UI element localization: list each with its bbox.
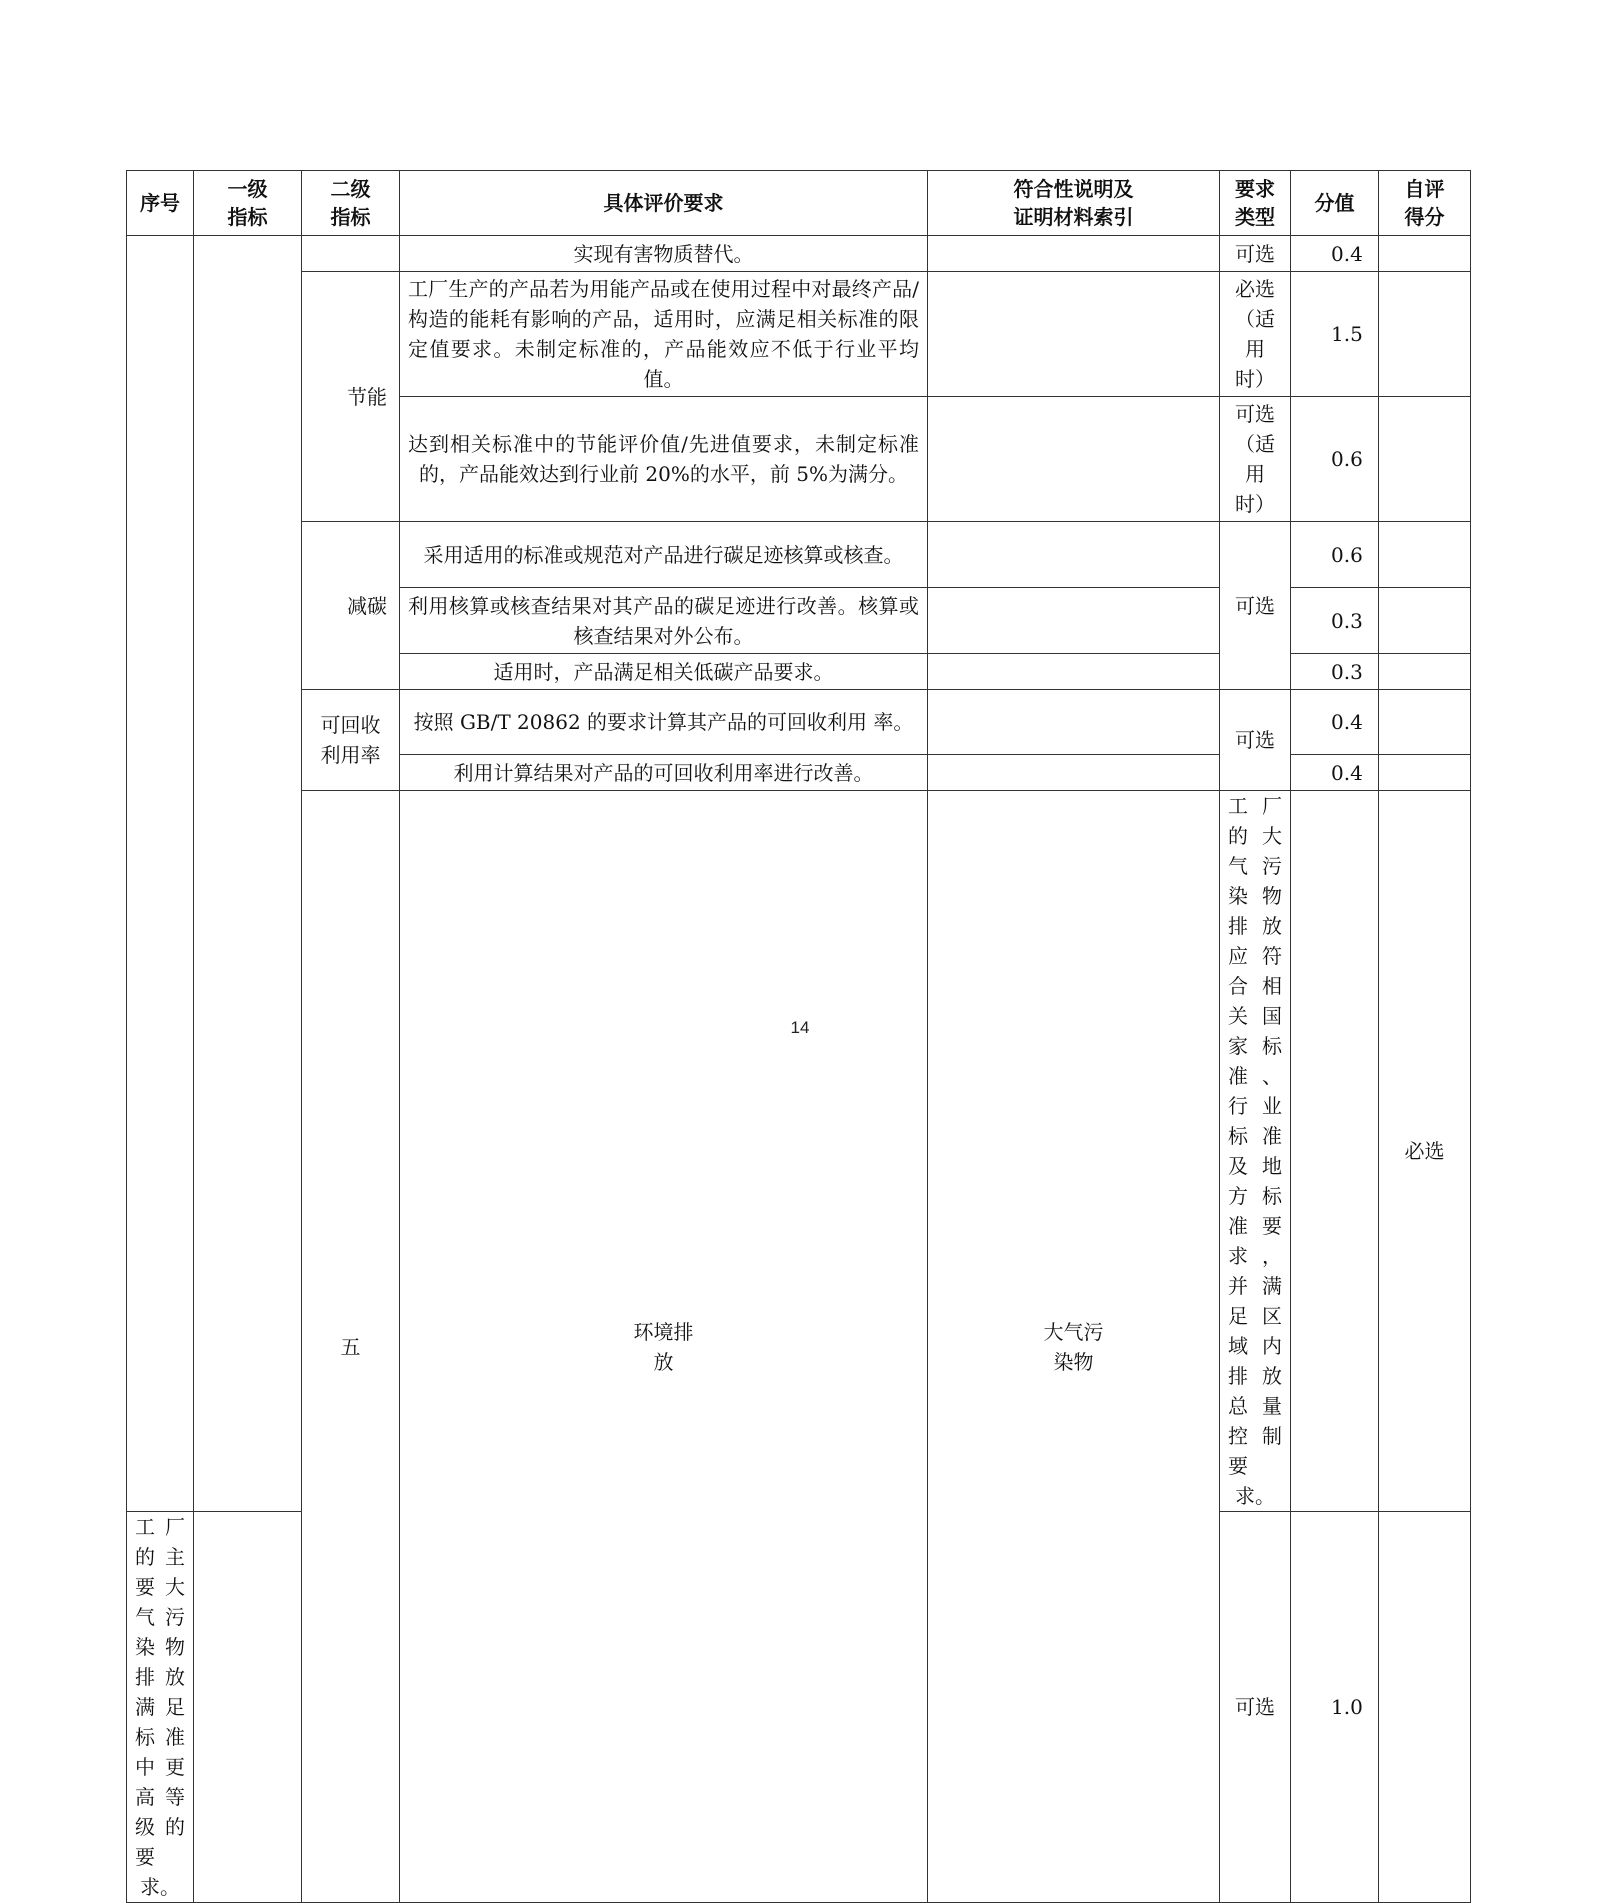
self-score-input-cell[interactable]: [1379, 272, 1471, 397]
evidence-input-cell[interactable]: [928, 522, 1220, 588]
evidence-input-cell[interactable]: [928, 236, 1220, 272]
header-self-score: 自评 得分: [1379, 171, 1471, 236]
level2-cell-carbon: 减碳: [302, 522, 400, 690]
evidence-input-cell[interactable]: [928, 690, 1220, 755]
self-score-input-cell[interactable]: [1379, 397, 1471, 522]
table-row: [127, 272, 1471, 397]
evidence-input-cell[interactable]: [928, 755, 1220, 791]
score-cell: 0.6: [1291, 522, 1379, 588]
requirement-cell: 利用核算或核查结果对其产品的碳足迹进行改善。核算或核查结果对外公布。: [400, 588, 928, 654]
requirement-cell: 采用适用的标准或规范对产品进行碳足迹核算或核查。: [400, 522, 928, 588]
self-score-input-cell[interactable]: [1379, 755, 1471, 791]
header-seq: 序号: [127, 171, 194, 236]
level2-cell-empty: [302, 236, 400, 272]
score-cell: 0.4: [1291, 690, 1379, 755]
score-cell: 0.3: [1291, 654, 1379, 690]
self-score-input-cell[interactable]: [1379, 236, 1471, 272]
type-cell: 可选 （适 用 时）: [1220, 397, 1291, 522]
requirement-cell: 实现有害物质替代。: [400, 236, 928, 272]
self-score-input-cell[interactable]: [1379, 690, 1471, 755]
header-type: 要求 类型: [1220, 171, 1291, 236]
requirement-cell: 适用时，产品满足相关低碳产品要求。: [400, 654, 928, 690]
level1-cell-empty: [194, 236, 302, 1512]
requirement-cell: 达到相关标准中的节能评价值/先进值要求，未制定标准的，产品能效达到行业前 20%的水平，前 5%为满分。: [400, 397, 928, 522]
seq-cell-empty: [127, 236, 194, 1512]
table-row: [127, 522, 1471, 588]
page-number: 14: [790, 1018, 810, 1037]
level2-cell-recycle: 可回收 利用率: [302, 690, 400, 791]
score-cell: 0.4: [1291, 236, 1379, 272]
self-score-input-cell[interactable]: [1379, 1512, 1471, 1903]
type-cell-recycle: 可选: [1220, 690, 1291, 791]
header-level2: 二级 指标: [302, 171, 400, 236]
evidence-input-cell[interactable]: [928, 272, 1220, 397]
evidence-input-cell[interactable]: [928, 654, 1220, 690]
score-cell: 0.6: [1291, 397, 1379, 522]
type-cell: 可选: [1220, 236, 1291, 272]
evidence-input-cell[interactable]: [928, 588, 1220, 654]
header-level1: 一级 指标: [194, 171, 302, 236]
evidence-input-cell[interactable]: [928, 397, 1220, 522]
table-row: [127, 690, 1471, 755]
header-score: 分值: [1291, 171, 1379, 236]
self-score-input-cell[interactable]: [1379, 522, 1471, 588]
type-cell-carbon: 可选: [1220, 522, 1291, 690]
evidence-input-cell[interactable]: [194, 1512, 302, 1903]
requirement-cell: 工厂的主要大气污染物排放满足标准中更高等级的要求。: [127, 1512, 194, 1903]
type-cell: 必选 （适 用 时）: [1220, 272, 1291, 397]
header-evidence: 符合性说明及 证明材料索引: [928, 171, 1220, 236]
requirement-cell: 按照 GB/T 20862 的要求计算其产品的可回收利用 率。: [400, 690, 928, 755]
seq-cell-five: 五: [302, 791, 400, 1903]
type-cell: 必选: [1379, 791, 1471, 1512]
table-row: [127, 791, 1471, 1512]
score-cell: 0.4: [1291, 755, 1379, 791]
table-row: [127, 236, 1471, 272]
score-cell: 1.5: [1291, 272, 1379, 397]
requirement-cell: 工厂的大气污染物排放应符合相关国家标准、行业标准及地方标准要求，并满足区域内排放总量控制要求。: [1220, 791, 1291, 1512]
level1-cell-emission: 环境排 放: [400, 791, 928, 1903]
type-cell: 可选: [1220, 1512, 1291, 1903]
self-score-input-cell[interactable]: [1379, 654, 1471, 690]
evidence-input-cell[interactable]: [1291, 791, 1379, 1512]
requirement-cell: 工厂生产的产品若为用能产品或在使用过程中对最终产品/构造的能耗有影响的产品，适用时，应满足相关标准的限定值要求。未制定标准的，产品能效应不低于行业平均值。: [400, 272, 928, 397]
score-cell: 1.0: [1291, 1512, 1379, 1903]
level2-cell-air-pollutant: 大气污 染物: [928, 791, 1220, 1903]
header-row: [127, 171, 1471, 236]
header-requirement: 具体评价要求: [400, 171, 928, 236]
score-cell: 0.3: [1291, 588, 1379, 654]
self-score-input-cell[interactable]: [1379, 588, 1471, 654]
level2-cell-energy: 节能: [302, 272, 400, 522]
requirement-cell: 利用计算结果对产品的可回收利用率进行改善。: [400, 755, 928, 791]
